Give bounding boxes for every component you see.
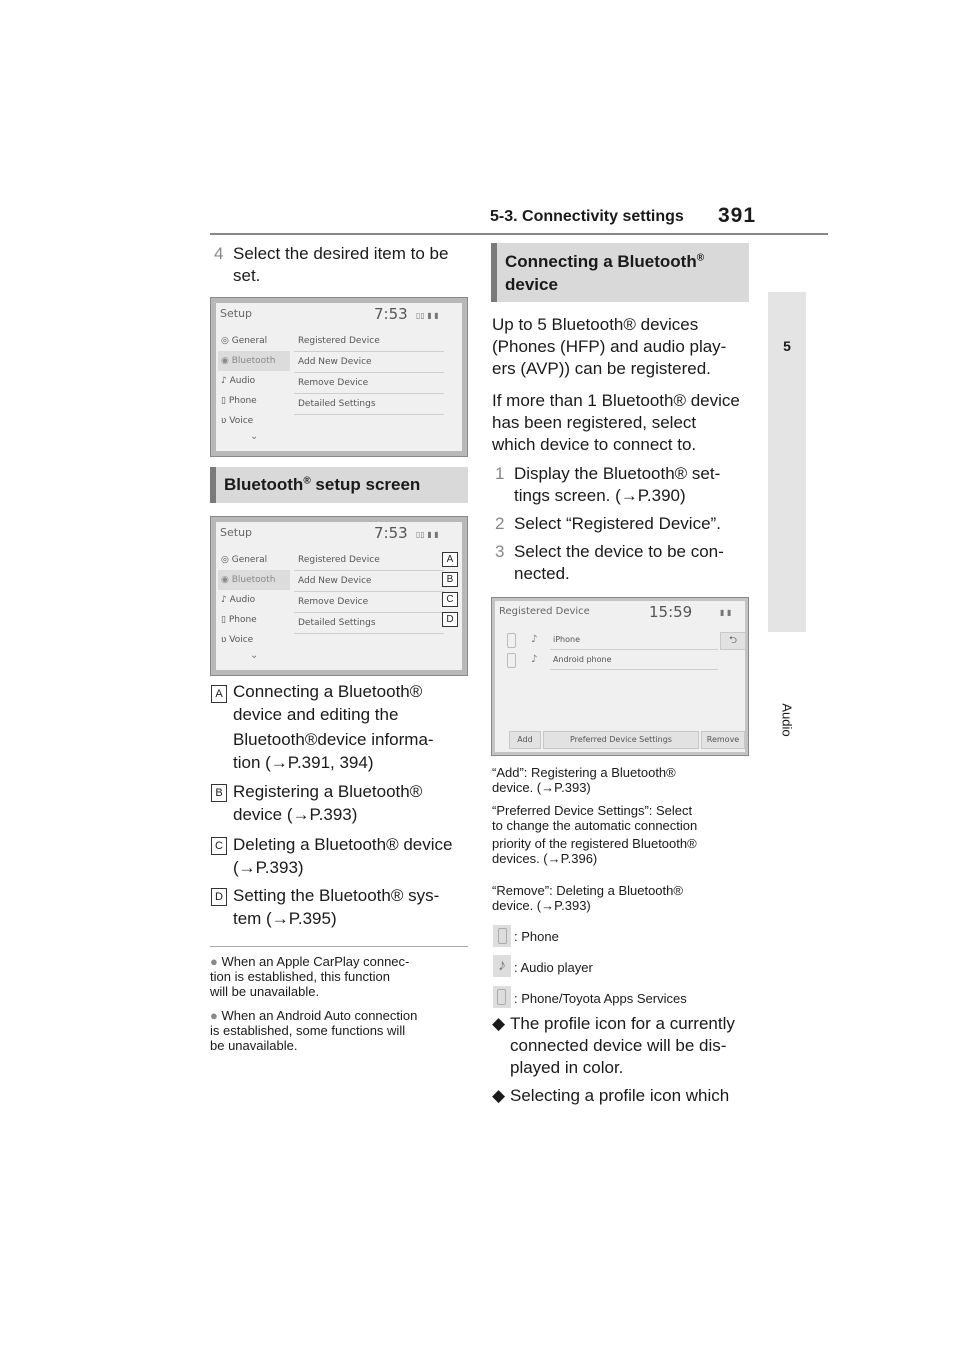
menu-voice[interactable]: ʋ Voice xyxy=(221,635,254,645)
step-4: 4 Select the desired item to be set. xyxy=(214,244,449,285)
setup-menu-right xyxy=(294,331,444,415)
note-android-auto: ● When an Android Auto connection is established, some functions will be unavailable. xyxy=(210,1008,418,1053)
item-d-text: Setting the Bluetooth® sys- tem (→P.395) xyxy=(233,886,440,928)
back-button[interactable]: ⮌ xyxy=(720,632,746,650)
menu-general[interactable]: ◎ General xyxy=(221,336,268,346)
item-label-c: C xyxy=(211,837,227,855)
bullet-icon: ● xyxy=(210,1008,218,1023)
music-note-icon: ♪ xyxy=(493,955,511,977)
screen-clock: 15:59 xyxy=(649,603,693,621)
status-icons: ▯▯ ▮ ▮ xyxy=(416,530,439,539)
item-b-text: Registering a Bluetooth® device (→P.393) xyxy=(233,782,423,824)
remove-button[interactable]: Remove xyxy=(701,731,745,749)
step-2: 2 Select “Registered Device”. xyxy=(495,514,721,533)
caption-add: “Add”: Registering a Bluetooth® device. (→P.393) xyxy=(492,765,676,795)
menu-add-new-device[interactable]: Add New Device xyxy=(294,352,444,373)
screen-clock: 7:53 xyxy=(374,524,408,542)
section-header: 5-3. Connectivity settings xyxy=(490,208,684,225)
phone-icon xyxy=(507,653,516,668)
add-button[interactable]: Add xyxy=(509,731,541,749)
screen-title: Setup xyxy=(220,307,253,320)
music-note-icon: ♪ xyxy=(531,634,538,645)
device-row-android[interactable]: Android phone xyxy=(550,650,718,670)
menu-audio[interactable]: ♪ Audio xyxy=(221,595,256,605)
legend-phone-apps: : Phone/Toyota Apps Services xyxy=(514,991,687,1006)
note-carplay: ● When an Apple CarPlay connec- tion is established, this function will be unavailable. xyxy=(210,954,410,999)
header-divider xyxy=(210,233,828,235)
bullet-icon: ● xyxy=(210,954,218,969)
chapter-label: Audio xyxy=(779,703,795,737)
music-note-icon: ♪ xyxy=(531,654,538,665)
section-heading-connecting: Connecting a Bluetooth® device xyxy=(491,243,749,302)
status-icons: ▮ ▮ xyxy=(720,608,732,617)
step-3: 3 Select the device to be con- nected. xyxy=(495,542,724,583)
device-row-iphone[interactable]: iPhone xyxy=(550,630,718,650)
section-heading-bluetooth-setup: Bluetooth® setup screen xyxy=(210,467,468,503)
intro-paragraph-2: If more than 1 Bluetooth® device has been registered, select which device to connect to. xyxy=(492,391,740,454)
screen-title: Setup xyxy=(220,526,253,539)
menu-voice[interactable]: ʋ Voice xyxy=(221,416,254,426)
callout-c: C xyxy=(442,592,458,607)
diamond-bullet-icon: ◆ xyxy=(492,1086,506,1105)
menu-phone[interactable]: ▯ Phone xyxy=(221,615,257,625)
menu-registered-device[interactable]: Registered Device xyxy=(294,550,444,571)
callout-a: A xyxy=(442,552,458,567)
caption-remove: “Remove”: Deleting a Bluetooth® device. (→P.393) xyxy=(492,883,683,913)
setup-screen-image xyxy=(210,297,468,457)
menu-add-new-device[interactable]: Add New Device xyxy=(294,571,444,592)
diamond-bullet-icon: ◆ xyxy=(492,1014,506,1033)
callout-b: B xyxy=(442,572,458,587)
setup-menu-left xyxy=(218,550,290,650)
menu-phone[interactable]: ▯ Phone xyxy=(221,396,257,406)
item-a-text: Connecting a Bluetooth® device and editing the Bluetooth®device informa- tion (→P.391, 394) xyxy=(233,682,434,772)
menu-registered-device[interactable]: Registered Device xyxy=(294,331,444,352)
item-label-b: B xyxy=(211,784,227,802)
page-number: 391 xyxy=(718,204,757,227)
screen-clock: 7:53 xyxy=(374,305,408,323)
item-label-a: A xyxy=(211,685,227,703)
legend-audio-player: : Audio player xyxy=(514,960,593,975)
setup-menu-left xyxy=(218,331,290,431)
registered-device-screen-image xyxy=(491,597,749,756)
phone-icon xyxy=(493,925,511,947)
menu-bluetooth[interactable]: ◉ Bluetooth xyxy=(218,351,290,371)
menu-remove-device[interactable]: Remove Device xyxy=(294,373,444,394)
setup-menu-right xyxy=(294,550,444,634)
chevron-down-icon[interactable]: ⌄ xyxy=(250,431,259,442)
menu-general[interactable]: ◎ General xyxy=(221,555,268,565)
chevron-down-icon[interactable]: ⌄ xyxy=(250,650,259,661)
menu-detailed-settings[interactable]: Detailed Settings xyxy=(294,394,444,415)
menu-remove-device[interactable]: Remove Device xyxy=(294,592,444,613)
menu-bluetooth[interactable]: ◉ Bluetooth xyxy=(218,570,290,590)
phone-icon xyxy=(507,633,516,648)
screen-title: Registered Device xyxy=(499,606,590,617)
menu-detailed-settings[interactable]: Detailed Settings xyxy=(294,613,444,634)
intro-paragraph-1: Up to 5 Bluetooth® devices (Phones (HFP) and audio play- ers (AVP)) can be registered. xyxy=(492,315,727,378)
preferred-device-settings-button[interactable]: Preferred Device Settings xyxy=(543,731,699,749)
menu-audio[interactable]: ♪ Audio xyxy=(221,376,256,386)
caption-preferred: “Preferred Device Settings”: Select to change the automatic connection priority of the registered Bluetooth® devices. (→P.396) xyxy=(492,803,698,866)
notes-divider xyxy=(210,946,468,947)
step-1: 1 Display the Bluetooth® set- tings screen. (→P.390) xyxy=(495,464,721,505)
phone-apps-icon xyxy=(493,986,511,1008)
status-icons: ▯▯ ▮ ▮ xyxy=(416,311,439,320)
bluetooth-setup-screen-image xyxy=(210,516,468,676)
callout-d: D xyxy=(442,612,458,627)
legend-phone: : Phone xyxy=(514,929,559,944)
item-label-d: D xyxy=(211,888,227,906)
chapter-number: 5 xyxy=(783,338,791,354)
item-c-text: Deleting a Bluetooth® device (→P.393) xyxy=(233,835,453,877)
